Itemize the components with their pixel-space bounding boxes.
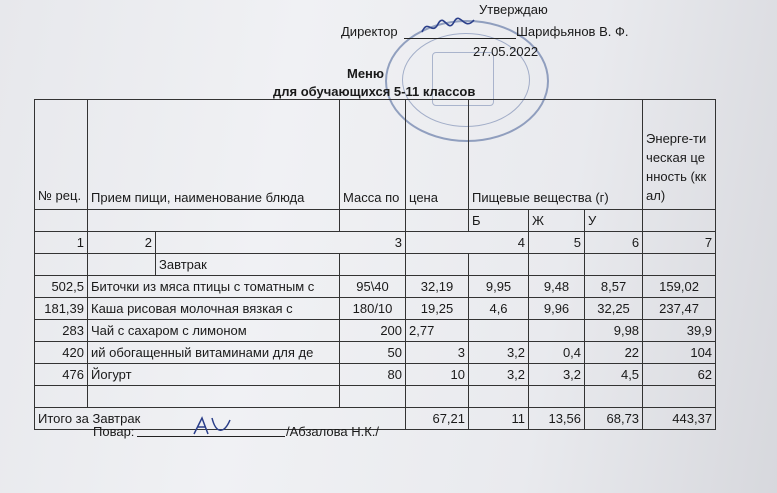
subheader-u: У — [585, 210, 643, 232]
director-signature — [418, 14, 478, 40]
carbs: 22 — [585, 342, 643, 364]
price: 2,77 — [406, 320, 469, 342]
mass: 50 — [340, 342, 406, 364]
price: 10 — [406, 364, 469, 386]
dish-name: Йогурт — [88, 364, 340, 386]
carbs: 32,25 — [585, 298, 643, 320]
mass: 180/10 — [340, 298, 406, 320]
table-header-row — [35, 100, 716, 210]
mass: 200 — [340, 320, 406, 342]
column-number-row — [35, 232, 716, 254]
mass: 80 — [340, 364, 406, 386]
fat: 9,96 — [529, 298, 585, 320]
table-row — [35, 342, 716, 364]
energy: 159,02 — [643, 276, 716, 298]
energy: 237,47 — [643, 298, 716, 320]
table-row — [35, 320, 716, 342]
empty-row — [35, 386, 716, 408]
meal-row — [35, 254, 716, 276]
total-fat: 13,56 — [529, 408, 585, 430]
protein: 9,95 — [469, 276, 529, 298]
subheader-zh: Ж — [529, 210, 585, 232]
table-row — [35, 364, 716, 386]
recipe-num: 420 — [35, 342, 88, 364]
protein: 3,2 — [469, 342, 529, 364]
menu-table — [34, 99, 716, 430]
protein: 3,2 — [469, 364, 529, 386]
fat: 3,2 — [529, 364, 585, 386]
table-subheader-row — [35, 210, 716, 232]
recipe-num: 502,5 — [35, 276, 88, 298]
colnum: 2 — [88, 232, 156, 254]
header-energy: Энерге-тическая ценность (ккал) — [643, 100, 716, 210]
protein — [469, 320, 529, 342]
colnum: 1 — [35, 232, 88, 254]
energy: 39,9 — [643, 320, 716, 342]
price: 19,25 — [406, 298, 469, 320]
price: 32,19 — [406, 276, 469, 298]
energy: 104 — [643, 342, 716, 364]
table-row — [35, 276, 716, 298]
carbs: 4,5 — [585, 364, 643, 386]
menu-subtitle: для обучающихся 5-11 классов — [273, 84, 476, 99]
header-dish: Прием пищи, наименование блюда — [88, 100, 340, 210]
colnum: 7 — [643, 232, 716, 254]
fat: 9,48 — [529, 276, 585, 298]
approval-label: Утверждаю — [479, 2, 548, 17]
fat — [529, 320, 585, 342]
approval-date: 27.05.2022 — [473, 44, 539, 59]
colnum: 3 — [156, 232, 406, 254]
colnum: 5 — [529, 232, 585, 254]
meal-label: Завтрак — [156, 254, 340, 276]
header-num: № рец. — [35, 100, 88, 210]
protein: 4,6 — [469, 298, 529, 320]
fat: 0,4 — [529, 342, 585, 364]
dish-name: Биточки из мяса птицы с томатным с — [88, 276, 340, 298]
cook-signature — [190, 414, 236, 440]
recipe-num: 476 — [35, 364, 88, 386]
total-carbs: 68,73 — [585, 408, 643, 430]
total-label: Итого за Завтрак — [35, 408, 406, 430]
menu-title: Меню — [347, 66, 385, 81]
header-nutrients: Пищевые вещества (г) — [469, 100, 643, 210]
recipe-num: 283 — [35, 320, 88, 342]
mass: 95\40 — [340, 276, 406, 298]
total-protein: 11 — [469, 408, 529, 430]
dish-name: Каша рисовая молочная вязкая с — [88, 298, 340, 320]
header-price: цена — [406, 100, 469, 210]
dish-name: Чай с сахаром с лимоном — [88, 320, 340, 342]
total-price: 67,21 — [406, 408, 469, 430]
cook-label: Повар: — [93, 424, 135, 439]
director-label: Директор — [341, 24, 398, 39]
energy: 62 — [643, 364, 716, 386]
header-mass: Масса по — [340, 100, 406, 210]
subheader-b: Б — [469, 210, 529, 232]
recipe-num: 181,39 — [35, 298, 88, 320]
colnum: 6 — [585, 232, 643, 254]
cook-name: /Абзалова Н.К./ — [286, 424, 379, 439]
colnum: 4 — [406, 232, 529, 254]
table-row — [35, 298, 716, 320]
carbs: 9,98 — [585, 320, 643, 342]
director-name: Шарифьянов В. Ф. — [516, 24, 629, 39]
dish-name: ий обогащенный витаминами для де — [88, 342, 340, 364]
price: 3 — [406, 342, 469, 364]
total-energy: 443,37 — [643, 408, 716, 430]
carbs: 8,57 — [585, 276, 643, 298]
